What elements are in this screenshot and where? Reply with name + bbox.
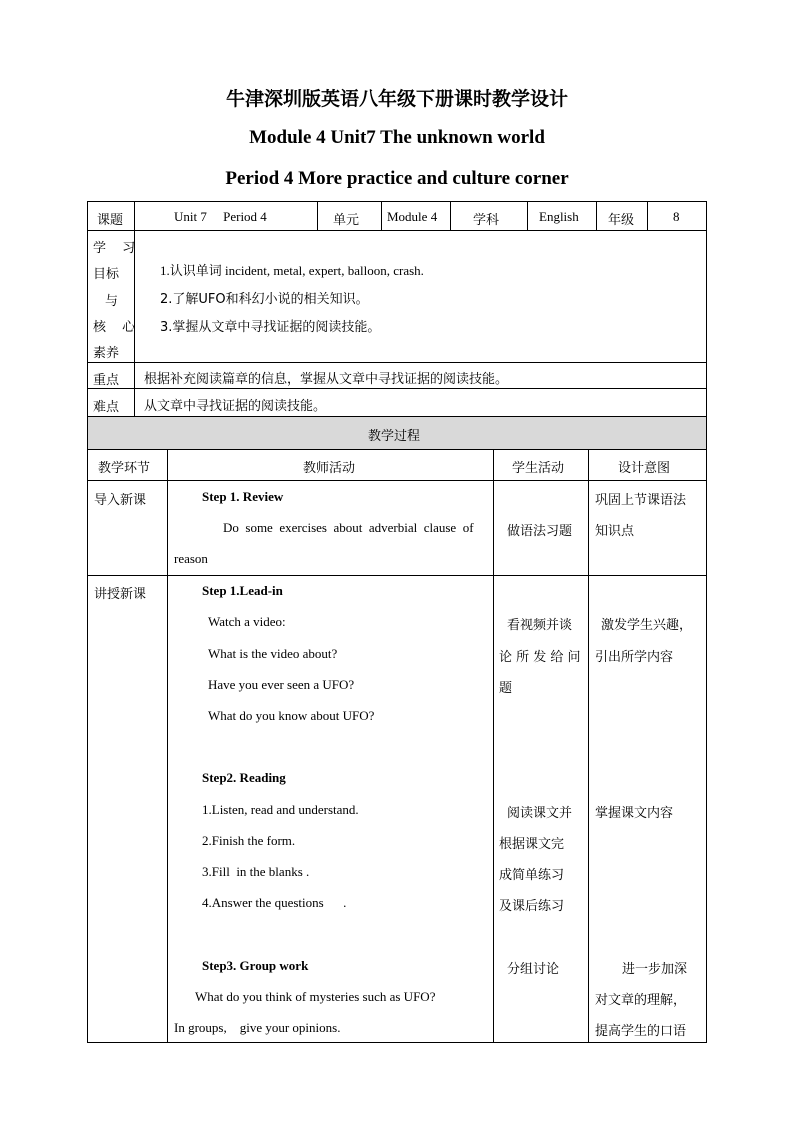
step2-student: 根据课文完 bbox=[499, 837, 565, 852]
step2-intent: 掌握课文内容 bbox=[595, 806, 674, 821]
step2-line: 3.Fill in the blanks . bbox=[202, 864, 310, 879]
difficult-point-text: 从文章中寻找证据的阅读技能。 bbox=[144, 399, 327, 414]
step1-student: 论 所 发 给 问 bbox=[499, 650, 581, 665]
objective-item: 2.了解UFO和科幻小说的相关知识。 bbox=[160, 292, 369, 307]
objectives-label-line: 素养 bbox=[93, 346, 120, 361]
objective-item: 3.掌握从文章中寻找证据的阅读技能。 bbox=[160, 320, 381, 335]
step2-student: 及课后练习 bbox=[499, 899, 565, 914]
step3-line: In groups, give your opinions. bbox=[174, 1020, 341, 1035]
step1-line: What is the video about? bbox=[208, 646, 338, 661]
step3-line: What do you think of mysteries such as UFO? bbox=[195, 989, 436, 1004]
header-stage: 教学环节 bbox=[98, 461, 151, 476]
step1-line: What do you know about UFO? bbox=[208, 708, 375, 723]
header-student: 学生活动 bbox=[512, 461, 565, 476]
step2-line: 4.Answer the questions . bbox=[202, 895, 347, 910]
step1-line: Have you ever seen a UFO? bbox=[208, 677, 355, 692]
intro-step-text: reason bbox=[174, 551, 208, 566]
unit-value: Module 4 bbox=[387, 209, 438, 224]
step2-line: 2.Finish the form. bbox=[202, 833, 296, 848]
step3-title: Step3. Group work bbox=[202, 958, 309, 973]
process-banner-label: 教学过程 bbox=[368, 429, 421, 444]
module-title: Module 4 Unit7 The unknown world bbox=[249, 127, 545, 148]
step1-student: 题 bbox=[499, 681, 513, 696]
objectives-label-line: 与 bbox=[105, 294, 119, 309]
intro-step-text: Do some exercises about adverbial clause of bbox=[223, 520, 474, 535]
step1-intent: 激发学生兴趣， bbox=[601, 618, 693, 633]
step3-student: 分组讨论 bbox=[507, 962, 560, 977]
subject-label: 学科 bbox=[473, 213, 500, 228]
step1-line: Watch a video: bbox=[208, 614, 286, 629]
course-label: 课题 bbox=[97, 213, 124, 228]
unit-label: 单元 bbox=[333, 213, 360, 228]
step3-intent: 进一步加深 bbox=[622, 962, 688, 977]
intro-intent: 知识点 bbox=[595, 524, 635, 539]
step2-title: Step2. Reading bbox=[202, 770, 286, 785]
objective-item: 1.认识单词 incident, metal, expert, balloon, crash. bbox=[160, 263, 424, 278]
step2-student: 成简单练习 bbox=[499, 868, 565, 883]
intro-student: 做语法习题 bbox=[507, 524, 573, 539]
step1-title: Step 1.Lead-in bbox=[202, 583, 283, 598]
objectives-label-line: 核 心 bbox=[93, 320, 142, 335]
course-value: Unit 7 Period 4 bbox=[174, 209, 267, 224]
key-point-text: 根据补充阅读篇章的信息，掌握从文章中寻找证据的阅读技能。 bbox=[144, 372, 509, 387]
document-title: 牛津深圳版英语八年级下册课时教学设计 bbox=[225, 88, 568, 110]
objectives-label-line: 目标 bbox=[93, 267, 120, 282]
intro-step-title: Step 1. Review bbox=[202, 489, 284, 504]
step1-intent: 引出所学内容 bbox=[595, 650, 674, 665]
objectives-label-line: 学 习 bbox=[93, 241, 142, 256]
step1-student: 看视频并谈 bbox=[507, 618, 573, 633]
intro-intent: 巩固上节课语法 bbox=[595, 493, 687, 508]
header-teacher: 教师活动 bbox=[303, 461, 356, 476]
grade-value: 8 bbox=[673, 209, 680, 224]
grade-label: 年级 bbox=[608, 213, 635, 228]
subject-value: English bbox=[539, 209, 579, 224]
intro-stage: 导入新课 bbox=[94, 493, 147, 508]
step3-intent: 提高学生的口语 bbox=[595, 1024, 687, 1039]
period-title: Period 4 More practice and culture corner bbox=[225, 168, 569, 189]
step2-student: 阅读课文并 bbox=[507, 806, 573, 821]
header-intent: 设计意图 bbox=[618, 461, 671, 476]
step3-intent: 对文章的理解， bbox=[595, 993, 687, 1008]
teach-stage: 讲授新课 bbox=[94, 587, 147, 602]
step2-line: 1.Listen, read and understand. bbox=[202, 802, 359, 817]
key-point-label: 重点 bbox=[93, 373, 120, 388]
difficult-point-label: 难点 bbox=[93, 400, 120, 415]
